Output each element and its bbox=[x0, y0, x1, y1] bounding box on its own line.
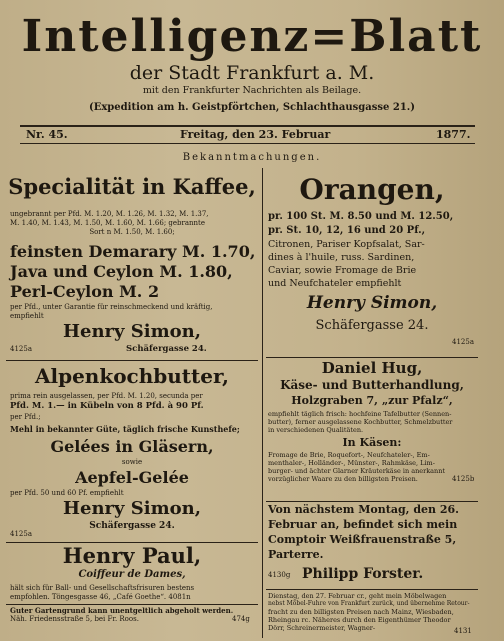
ad-coffee bbox=[6, 170, 258, 358]
ad-forster-line4: Parterre. bbox=[268, 548, 324, 561]
ad-coffee-line8: empfiehlt bbox=[10, 312, 44, 320]
ad-oranges-line1: pr. 100 St. M. 8.50 und M. 12.50, bbox=[268, 211, 454, 222]
ad-hug-line8: burger- und ächter Glarner Kräuterkäse in anerkannt bbox=[268, 467, 446, 475]
rule-left-3 bbox=[6, 604, 258, 605]
ad-alpen-headline: Alpenkochbutter, bbox=[34, 364, 230, 388]
ad-paul-headline: Henry Paul, bbox=[62, 543, 202, 568]
ad-alpen-address: Schäfergasse 24. bbox=[89, 521, 175, 531]
ad-oranges-line2: pr. St. 10, 12, 16 und 20 Pf., bbox=[268, 225, 426, 236]
ad-bottom-line5: Dörr, Schreinermeister, Wagner- bbox=[268, 624, 376, 632]
ad-hug-line7: menthaler-, Holländer-, Münster-, Rahmkäse, Lim- bbox=[268, 459, 435, 467]
ad-coffee-line2: M. 1.40, M. 1.43, M. 1.50, M. 1.60, M. 1.66; gebrannte bbox=[10, 219, 205, 227]
ad-hug-line1: Käse- und Butterhandlung, bbox=[280, 378, 464, 392]
ad-alpen-line7: Aepfel-Gelée bbox=[75, 468, 189, 487]
ad-bottom bbox=[266, 591, 478, 641]
issue-year: 1877. bbox=[436, 128, 471, 141]
ad-forster-line1: Von nächstem Montag, den 26. bbox=[268, 503, 459, 516]
ad-bottom-line4: Rheingau rc. Näheres durch den Eigenthümer Theodor bbox=[268, 616, 451, 624]
masthead-title: Intelligenz=Blatt bbox=[21, 11, 483, 62]
ad-paul-code: 474g bbox=[232, 615, 250, 623]
ad-hug-line6: Fromage de Brie, Roquefort-, Neufchateler-, Em- bbox=[268, 451, 430, 459]
ad-bottom-line2: nebst Möbel-Fuhre von Frankfurt zurück, und übernehme Retour- bbox=[268, 600, 470, 607]
ad-oranges-line5: Caviar, sowie Fromage de Brie bbox=[268, 265, 417, 276]
ad-hug-line4: butter), ferner ausgelassene Kochbutter, Schmelzbutter bbox=[268, 418, 453, 426]
ad-hug-line2: Holzgraben 7, „zur Pfalz“, bbox=[291, 394, 453, 407]
ad-hug-line5: in verschiedenen Qualitäten. bbox=[268, 426, 364, 434]
ad-coffee-address: Schäfergasse 24. bbox=[126, 344, 207, 354]
ad-alpen-line3: per Pfd.; bbox=[10, 413, 41, 421]
ad-coffee-line3: Sort n M. 1.50, M. 1.60; bbox=[89, 228, 175, 236]
ad-coffee-merchant: Henry Simon, bbox=[63, 321, 201, 342]
ad-forster-code: 4130g bbox=[268, 571, 291, 579]
ad-oranges-merchant: Henry Simon, bbox=[306, 293, 438, 313]
ad-hug-line9: vorzüglicher Waare zu den billigsten Preisen. bbox=[268, 475, 418, 483]
masthead-subtitle: der Stadt Frankfurt a. M. bbox=[129, 62, 375, 84]
column-divider bbox=[262, 168, 263, 638]
ad-oranges bbox=[266, 170, 478, 356]
rule-top bbox=[20, 125, 475, 127]
rule-right-3 bbox=[266, 589, 478, 590]
ad-paul bbox=[6, 543, 258, 639]
rule-date bbox=[20, 143, 475, 144]
ad-alpen-line1: prima rein ausgelassen, per Pfd. M. 1.20, secunda per bbox=[10, 392, 203, 400]
rule-left-1 bbox=[6, 360, 258, 361]
issue-date: Freitag, den 23. Februar bbox=[180, 128, 331, 141]
ad-oranges-line6: und Neufchateler empfiehlt bbox=[268, 278, 402, 289]
ad-bottom-line1: Dienstag, den 27. Februar cr., geht mein Möbelwagen bbox=[268, 592, 447, 600]
ad-forster bbox=[266, 503, 478, 589]
section-title: Bekanntmachungen. bbox=[182, 152, 322, 163]
ad-oranges-headline: Orangen, bbox=[299, 173, 445, 206]
ad-hug-headline: Daniel Hug, bbox=[321, 359, 423, 377]
ad-coffee-headline: Specialität in Kaffee, bbox=[8, 174, 256, 199]
ad-bottom-line3: fracht zu den billigsten Preisen nach Mainz, Wiesbaden, bbox=[268, 608, 454, 616]
ad-forster-line2: Februar an, befindet sich mein bbox=[268, 518, 458, 531]
issue-number: Nr. 45. bbox=[26, 128, 68, 141]
ad-hug-subhead: In Käsen: bbox=[342, 436, 402, 449]
masthead-supplement: mit den Frankfurter Nachrichten als Beilage. bbox=[142, 85, 362, 96]
ad-hug-line3: empfiehlt täglich frisch: hochfeine Tafelbutter (Sennen- bbox=[268, 410, 452, 418]
ad-paul-line3: empfohlen. Töngesgasse 46, „Café Goethe“. 4081n bbox=[10, 593, 191, 601]
rule-right-1 bbox=[266, 357, 478, 358]
ad-paul-line1: Coiffeur de Dames, bbox=[78, 569, 186, 580]
ad-coffee-line5: Java und Ceylon M. 1.80, bbox=[10, 262, 233, 281]
ad-bottom-code: 4131 bbox=[454, 627, 472, 635]
ad-alpen-line5: Gelées in Gläsern, bbox=[50, 437, 214, 456]
ad-coffee-line4: feinsten Demarary M. 1.70, bbox=[10, 242, 256, 261]
ad-coffee-line1: ungebrannt per Pfd. M. 1.20, M. 1.26, M. 1.32, M. 1.37, bbox=[10, 210, 209, 218]
ad-alpen-line6: sowie bbox=[121, 458, 143, 466]
ad-hug-code: 4125b bbox=[452, 475, 475, 483]
ad-oranges-line4: dines à l'huile, russ. Sardinen, bbox=[268, 252, 415, 263]
ad-coffee-line7: per Pfd., unter Garantie für reinschmeckend und kräftig, bbox=[10, 303, 213, 311]
ad-forster-name: Philipp Forster. bbox=[302, 566, 424, 582]
ad-alpen-line8: per Pfd. 50 und 60 Pf. empfiehlt bbox=[10, 489, 124, 497]
ad-oranges-line3: Citronen, Pariser Kopfsalat, Sar- bbox=[268, 239, 425, 250]
ad-alpen-line4: Mehl in bekannter Güte, täglich frische Kunsthefe; bbox=[10, 424, 240, 434]
rule-right-2 bbox=[266, 501, 478, 502]
ad-oranges-code: 4125a bbox=[452, 338, 474, 346]
ad-alpen-merchant: Henry Simon, bbox=[63, 498, 201, 519]
ad-paul-line4: Guter Gartengrund kann unentgeltlich abgeholt werden. bbox=[10, 606, 234, 615]
ad-hug bbox=[266, 359, 478, 503]
ad-coffee-code: 4125a bbox=[10, 345, 32, 353]
ad-forster-line3: Comptoir Weißfrauenstraße 5, bbox=[268, 533, 457, 546]
ad-alpen-line2: Pfd. M. 1.— in Kübeln von 8 Pfd. à 90 Pf. bbox=[10, 401, 204, 411]
ad-paul-line5: Näh. Friedensstraße 5, bei Fr. Roos. bbox=[10, 615, 139, 623]
ad-alpen bbox=[6, 362, 258, 542]
ad-alpen-code: 4125a bbox=[10, 530, 32, 538]
ad-coffee-line6: Perl-Ceylon M. 2 bbox=[10, 282, 160, 301]
masthead-expedition: (Expedition am h. Geistpförtchen, Schlachthausgasse 21.) bbox=[88, 102, 416, 113]
ad-paul-line2: hält sich für Ball- und Gesellschaftsfrisuren bestens bbox=[10, 584, 195, 592]
ad-oranges-address: Schäfergasse 24. bbox=[315, 318, 429, 333]
